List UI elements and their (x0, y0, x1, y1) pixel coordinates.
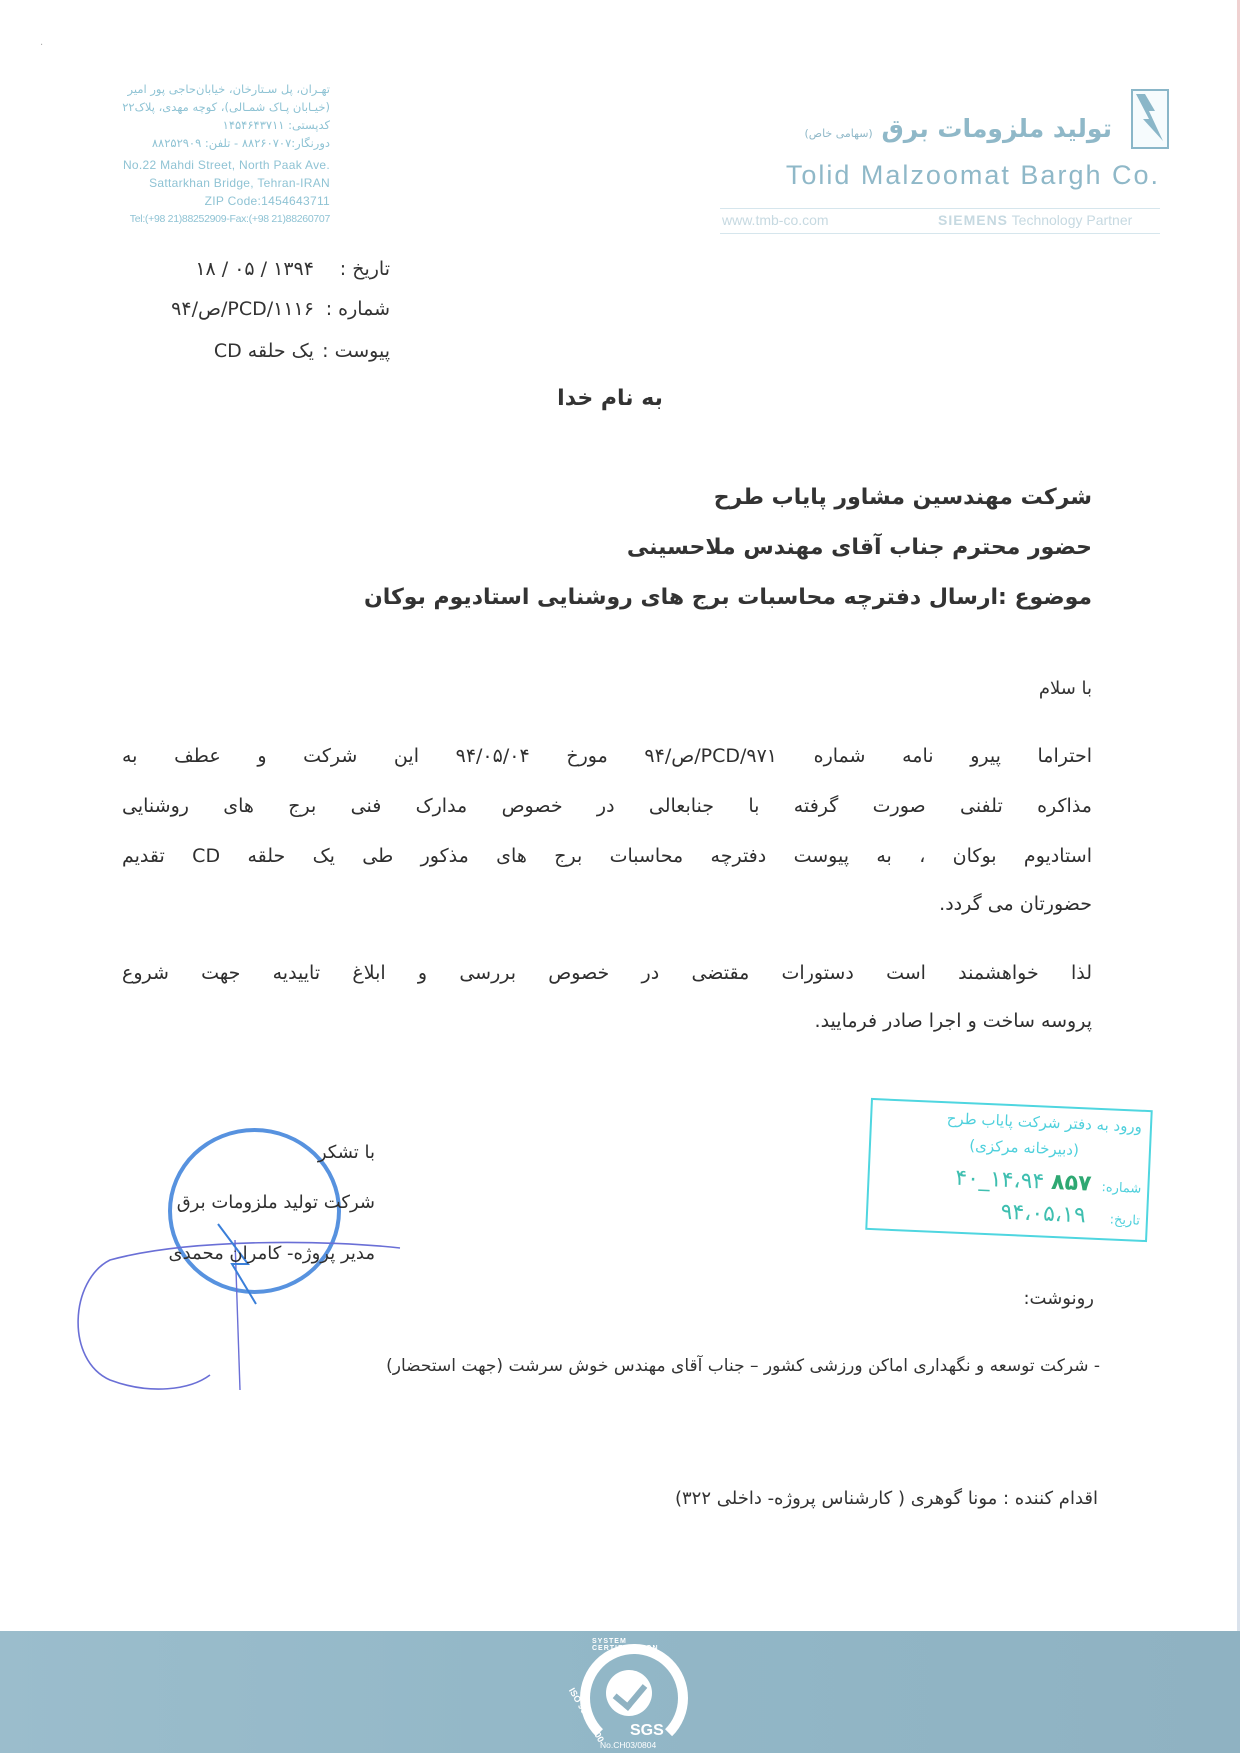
stamp-line2: (دبیرخانه مرکزی) (968, 1136, 1080, 1160)
signature-signer: مدیر پروژه- کامران محمدی (168, 1243, 375, 1264)
cc-label: رونوشت: (1023, 1288, 1094, 1309)
stamp-date-value: ۹۴،۰۵،۱۹ (1000, 1199, 1087, 1229)
date-label: تاریخ : (339, 258, 390, 280)
partner-brand (938, 212, 1132, 228)
paragraph1-line: احتراما پیرو نامه شماره PCD/۹۷۱/ص/۹۴ مورخ ۹۴/۰۵/۰۴ این شرکت و عطف به (122, 745, 1093, 767)
stamp-date (1000, 1200, 1140, 1231)
greeting: با سلام (1038, 678, 1092, 699)
paragraph2-line: لذا خواهشمند است دستورات مقتضی در خصوص بررسی و ابلاغ تاییدیه جهت شروع (122, 962, 1092, 984)
recipient-company: شرکت مهندسین مشاور پایاب طرح (713, 485, 1092, 510)
cc-item: - شرکت توسعه و نگهداری اماکن ورزشی کشور – جناب آقای مهندس خوش سرشت (جهت استحضار) (386, 1356, 1100, 1376)
recipient-person: حضور محترم جناب آقای مهندس ملاحسینی (626, 535, 1092, 560)
paragraph2-line: پروسه ساخت و اجرا صادر فرمایید. (814, 1010, 1092, 1032)
bismillah (0, 386, 1240, 411)
paragraph1-line: استادیوم بوکان ، به پیوست دفترچه محاسبات برج های مذکور طی یک حلقه CD تقدیم (122, 845, 1092, 867)
address-en-line: ZIP Code:1454643711 (204, 194, 330, 208)
cert-body: SGS (630, 1722, 664, 1739)
partner-brand-name: SIEMENS (938, 212, 1009, 228)
company-name-fa (804, 114, 1112, 143)
divider (720, 233, 1160, 234)
stamp-number-value: ۱۴،۹۴_۴۰ (954, 1165, 1045, 1195)
address-block (70, 80, 330, 228)
address-fa-line: دورنگار:۸۸۲۶۰۷۰۷ - تلفن: ۸۸۲۵۲۹۰۹ (151, 136, 330, 150)
address-en-line: No.22 Mahdi Street, North Paak Ave. (122, 158, 330, 172)
attachment-value: یک حلقه CD (213, 340, 314, 362)
divider (720, 208, 1160, 209)
attachment-label: پیوست : (322, 340, 390, 362)
date-row (130, 258, 390, 280)
address-en-line: Tel:(+98 21)88252909-Fax:(+98 21)88260707 (129, 213, 330, 225)
bismillah-text: به نام خدا (557, 386, 663, 411)
scan-mark: · (40, 40, 44, 51)
date-value: ۱۳۹۴ / ۰۵ / ۱۸ (195, 258, 314, 280)
subject: موضوع :ارسال دفترچه محاسبات برج های روشنایی استادیوم بوکان (363, 585, 1092, 610)
cert-top-text: SYSTEM CERTIFICATION (592, 1638, 659, 1652)
stamp-number-suffix: ۸۵۷ (1050, 1169, 1093, 1197)
website-link[interactable]: www.tmb-co.com (722, 212, 829, 228)
prepared-by: اقدام کننده : مونا گوهری ( کارشناس پروژه- داخلی ۳۲۲) (674, 1488, 1098, 1509)
receipt-stamp (865, 1098, 1152, 1242)
address-en-line: Sattarkhan Bridge, Tehran-IRAN (149, 176, 330, 190)
iso-certification-badge (566, 1638, 690, 1750)
attachment-row (130, 340, 390, 362)
address-fa-line: تهـران، پل سـتارخان، خیابان‌حاجی پور امیر (127, 82, 330, 96)
signature-closing: با تشکر (317, 1142, 375, 1163)
number-row (130, 298, 390, 320)
address-fa-line: کدپستی: ۱۴۵۴۶۴۳۷۱۱ (222, 118, 330, 132)
cert-standard: ISO 9001:2000 (566, 1686, 607, 1744)
stamp-number-label: شماره: (1101, 1180, 1142, 1197)
stamp-line1: ورود به دفتر شرکت پایاب طرح (946, 1109, 1143, 1136)
paragraph1-line: حضورتان می گردد. (939, 893, 1092, 915)
stamp-number (955, 1166, 1142, 1199)
number-label: شماره : (325, 298, 390, 320)
lightning-bolt-icon (1131, 89, 1169, 149)
address-fa-line: (خیـابان پـاک شمـالی)، کوچه مهدی، پلاک۲۲ (122, 100, 330, 114)
company-type: (سهامی خاص) (804, 127, 873, 140)
number-value: PCD/۱۱۱۶/ص/۹۴ (171, 298, 314, 320)
paragraph1-line: مذاکره تلفنی صورت گرفته با جنابعالی در خصوص مدارک فنی برج های روشنایی (122, 795, 1092, 817)
company-name-en: Tolid Malzoomat Bargh Co. (785, 160, 1160, 190)
company-name-fa-text: تولید ملزومات برق (881, 114, 1112, 143)
stamp-date-label: تاریخ: (1109, 1212, 1141, 1229)
signature-company: شرکت تولید ملزومات برق (176, 1192, 375, 1213)
cert-number: No.CH03/0804 (600, 1740, 657, 1750)
partner-note: Technology Partner (1011, 212, 1133, 228)
